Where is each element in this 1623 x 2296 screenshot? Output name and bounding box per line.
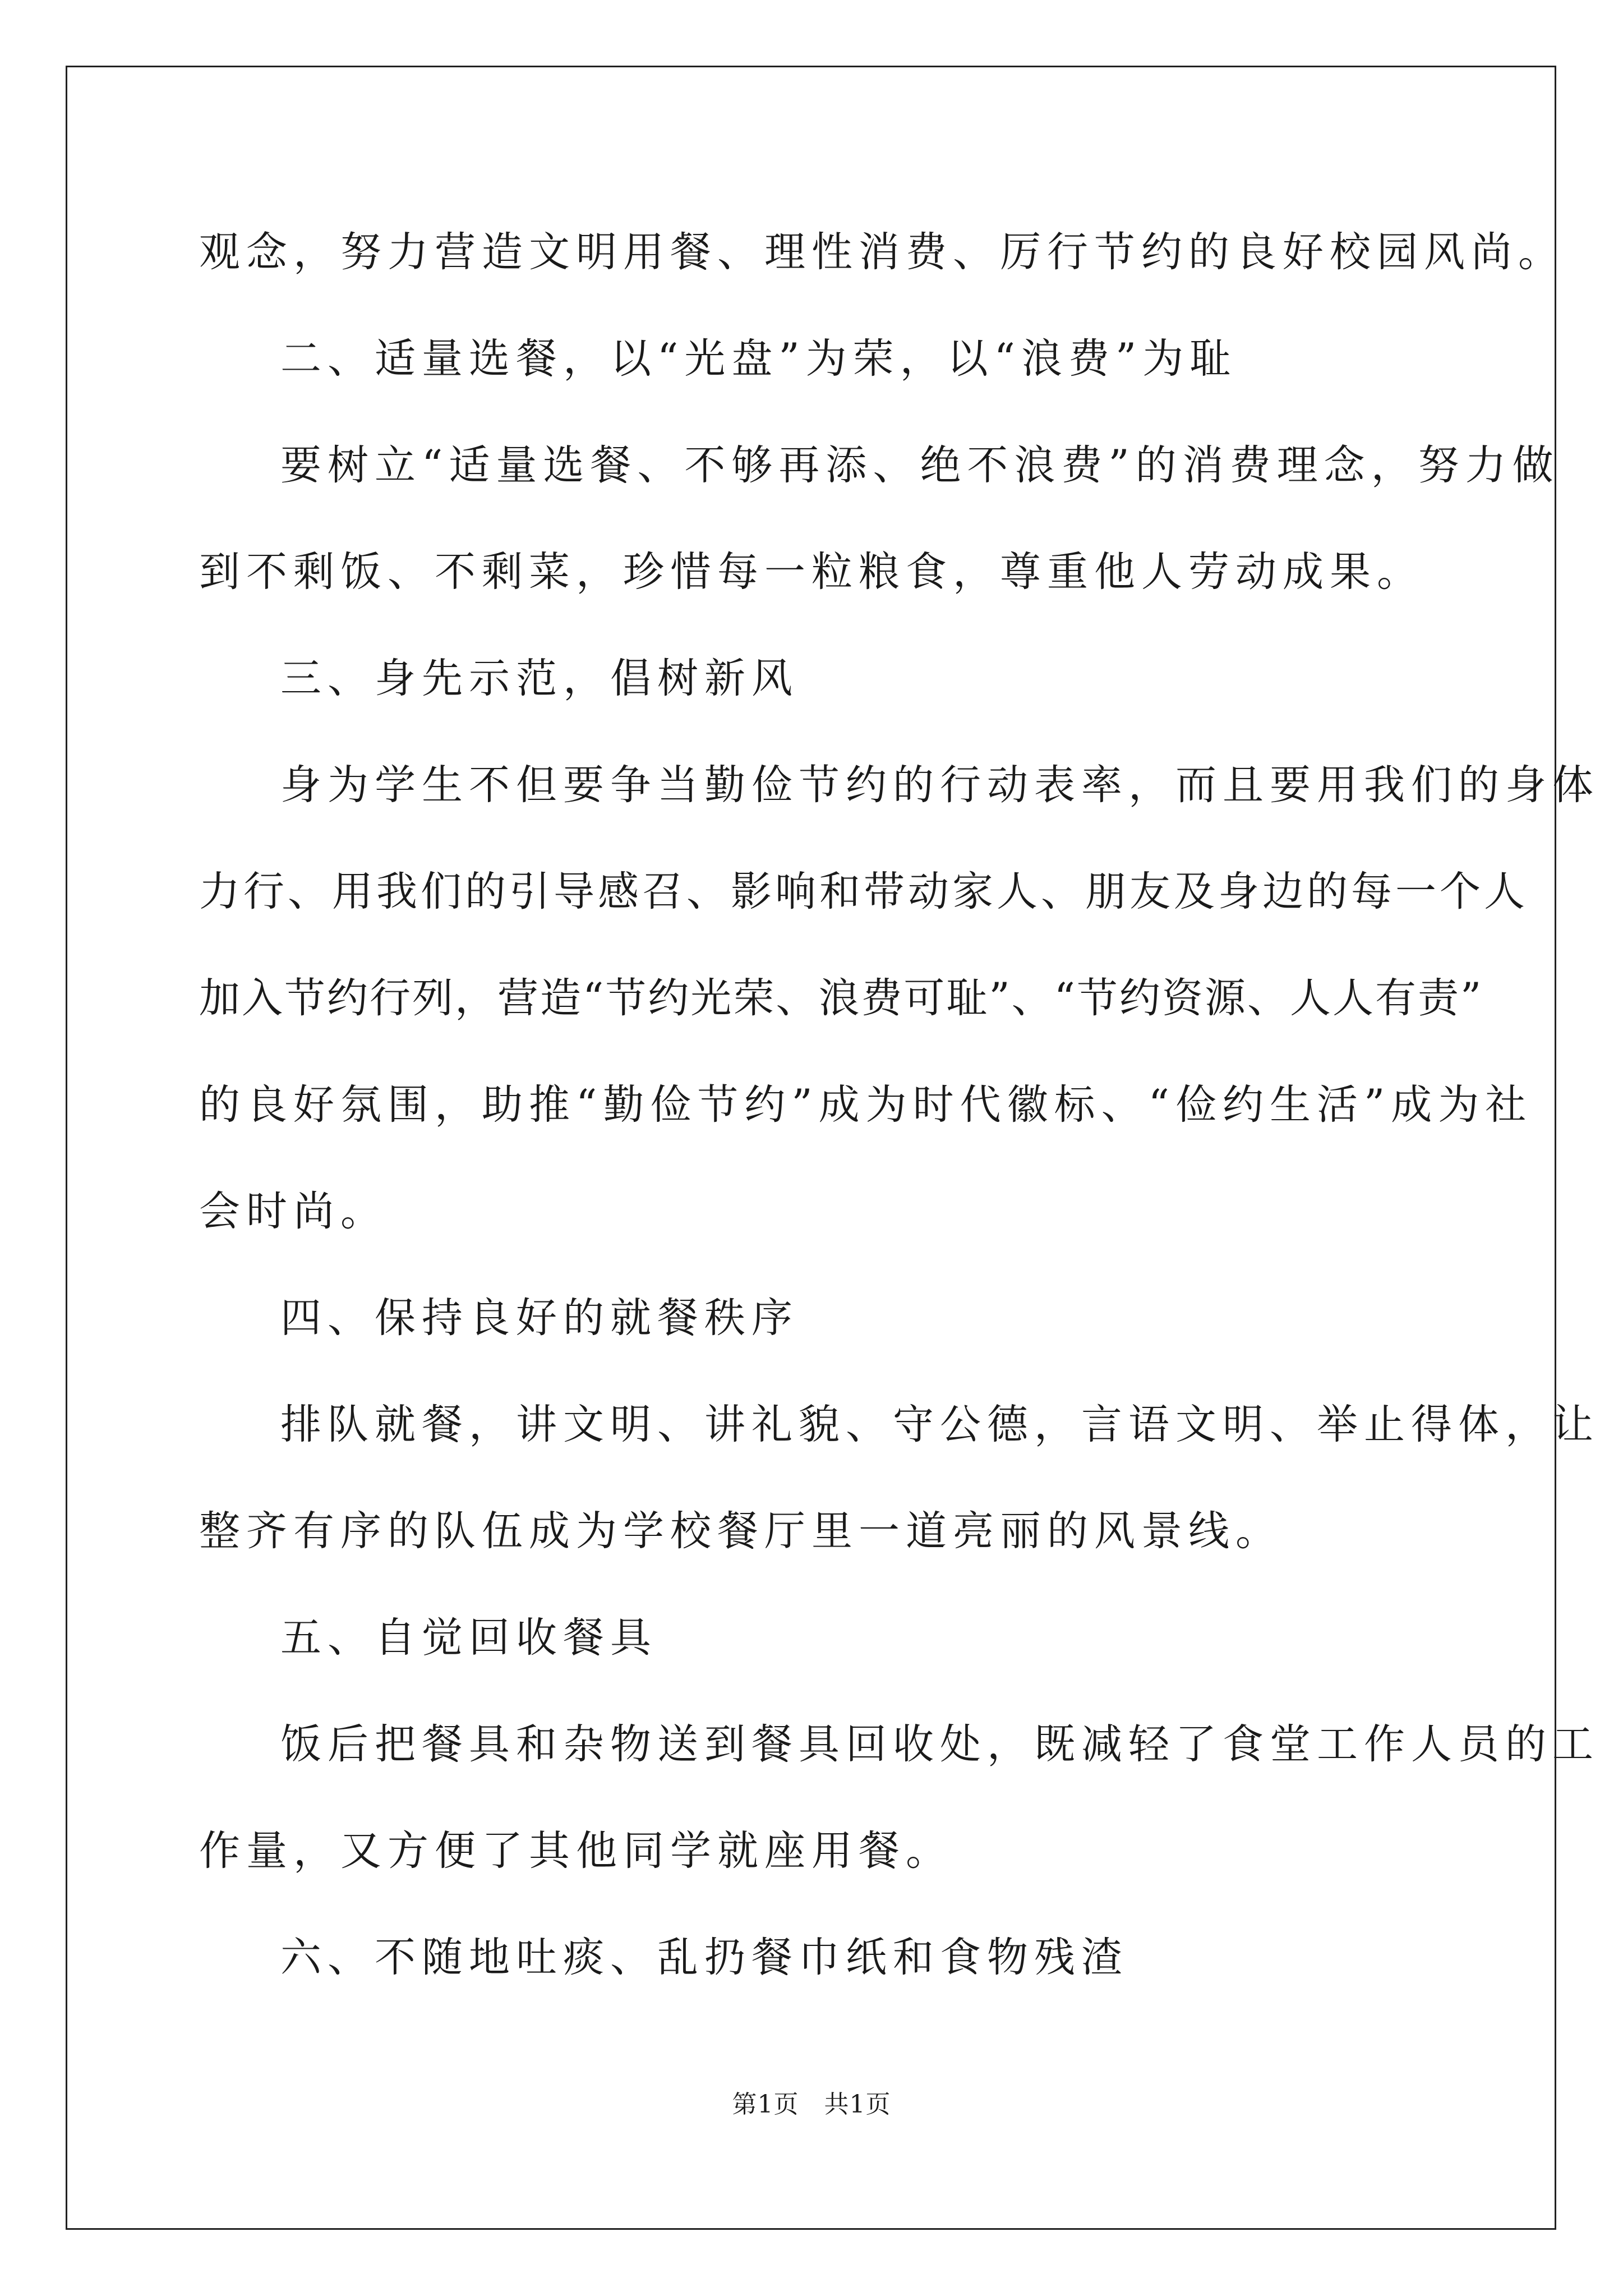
section-heading-3: 三、身先示范，倡树新风 — [280, 655, 799, 702]
body-line-6: 身为学生不但要争当勤俭节约的行动表率，而且要用我们的身体 — [280, 761, 1599, 809]
page-number: 第1页 共1页 — [732, 2090, 891, 2119]
body-line-4: 到不剩饭、不剩菜，珍惜每一粒粮食，尊重他人劳动成果。 — [199, 548, 1424, 596]
section-heading-2: 二、适量选餐，以“光盘”为荣，以“浪费”为耻 — [280, 335, 1237, 383]
body-line-15: 饭后把餐具和杂物送到餐具回收处，既减轻了食堂工作人员的工 — [280, 1720, 1599, 1768]
section-heading-5: 五、自觉回收餐具 — [280, 1614, 657, 1662]
section-heading-6: 六、不随地吐痰、乱扔餐巾纸和食物残渣 — [280, 1934, 1128, 1981]
body-line-12: 排队就餐，讲文明、讲礼貌、守公德，言语文明、举止得体，让 — [280, 1401, 1599, 1448]
body-line-8: 加入节约行列，营造“节约光荣、浪费可耻”、“节约资源、人人有责” — [199, 974, 1483, 1022]
page-border — [66, 66, 1556, 2230]
body-line-16: 作量，又方便了其他同学就座用餐。 — [199, 1827, 953, 1875]
body-line-7: 力行、用我们的引导感召、影响和带动家人、朋友及身边的每一个人 — [199, 868, 1528, 915]
body-line-10: 会时尚。 — [199, 1188, 388, 1235]
body-line-3: 要树立“适量选餐、不够再添、绝不浪费”的消费理念，努力做 — [280, 441, 1560, 489]
body-line-13: 整齐有序的队伍成为学校餐厅里一道亮丽的风景线。 — [199, 1507, 1283, 1555]
body-line-9: 的良好氛围，助推“勤俭节约”成为时代徽标、“俭约生活”成为社 — [199, 1081, 1533, 1129]
section-heading-4: 四、保持良好的就餐秩序 — [280, 1294, 799, 1342]
body-line-1: 观念，努力营造文明用餐、理性消费、厉行节约的良好校园风尚。 — [199, 228, 1565, 276]
